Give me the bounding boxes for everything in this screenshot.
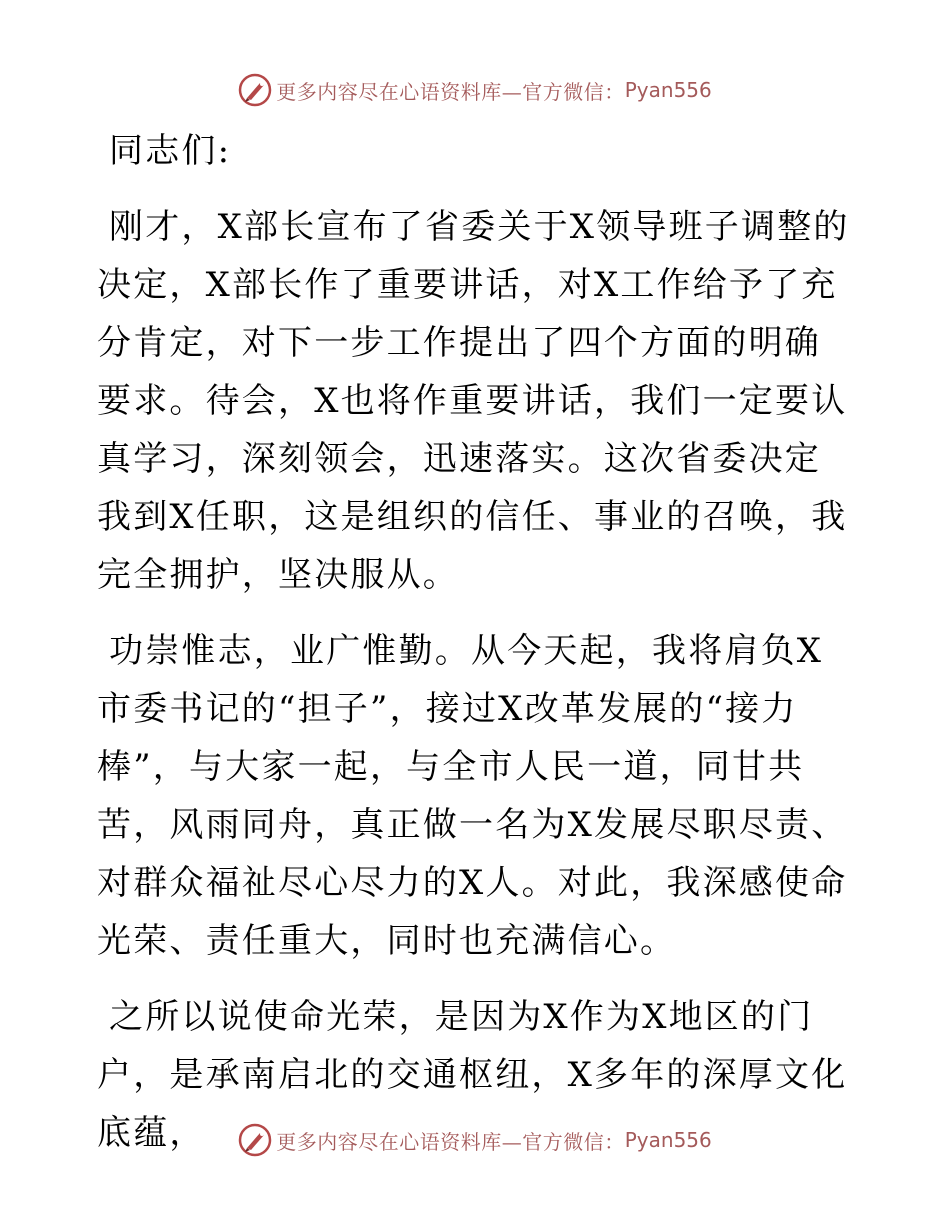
footer-promo-text: 更多内容尽在心语资料库—官方微信： xyxy=(276,1129,625,1154)
header-promo-text: 更多内容尽在心语资料库—官方微信： xyxy=(276,79,625,104)
header-wechat-id: Pyan556 xyxy=(624,78,712,102)
footer-wechat-id: Pyan556 xyxy=(624,1128,712,1152)
salutation: 同志们: xyxy=(109,131,232,171)
paragraph-2: 功崇惟志，业广惟勤。从今天起，我将肩负X市委书记的“担子”，接过X改革发展的“接力棒”，与大家一起，与全市人民一道，同甘共苦，风雨同舟，真正做一名为X发展尽职尽责、对群众福祉尽心尽力的X人。对此，我深感使命光荣、责任重大，同时也充满信心。 xyxy=(97,631,848,961)
quill-pen-logo-icon xyxy=(238,73,272,107)
header-banner xyxy=(0,68,950,112)
paragraph-1: 刚才，X部长宣布了省委关于X领导班子调整的决定，X部长作了重要讲话，对X工作给予了充分肯定，对下一步工作提出了四个方面的明确要求。待会，X也将作重要讲话，我们一定要认真学习，深刻领会，迅速落实。这次省委决定我到X任职，这是组织的信任、事业的召唤，我完全拥护，坚决服从。 xyxy=(97,207,850,595)
footer-banner xyxy=(0,1118,950,1162)
quill-pen-logo-icon xyxy=(238,1123,272,1157)
paragraph-3: 之所以说使命光荣，是因为X作为X地区的门户，是承南启北的交通枢纽，X多年的深厚文化底蕴， xyxy=(97,997,848,1153)
speech-body xyxy=(97,122,857,1180)
